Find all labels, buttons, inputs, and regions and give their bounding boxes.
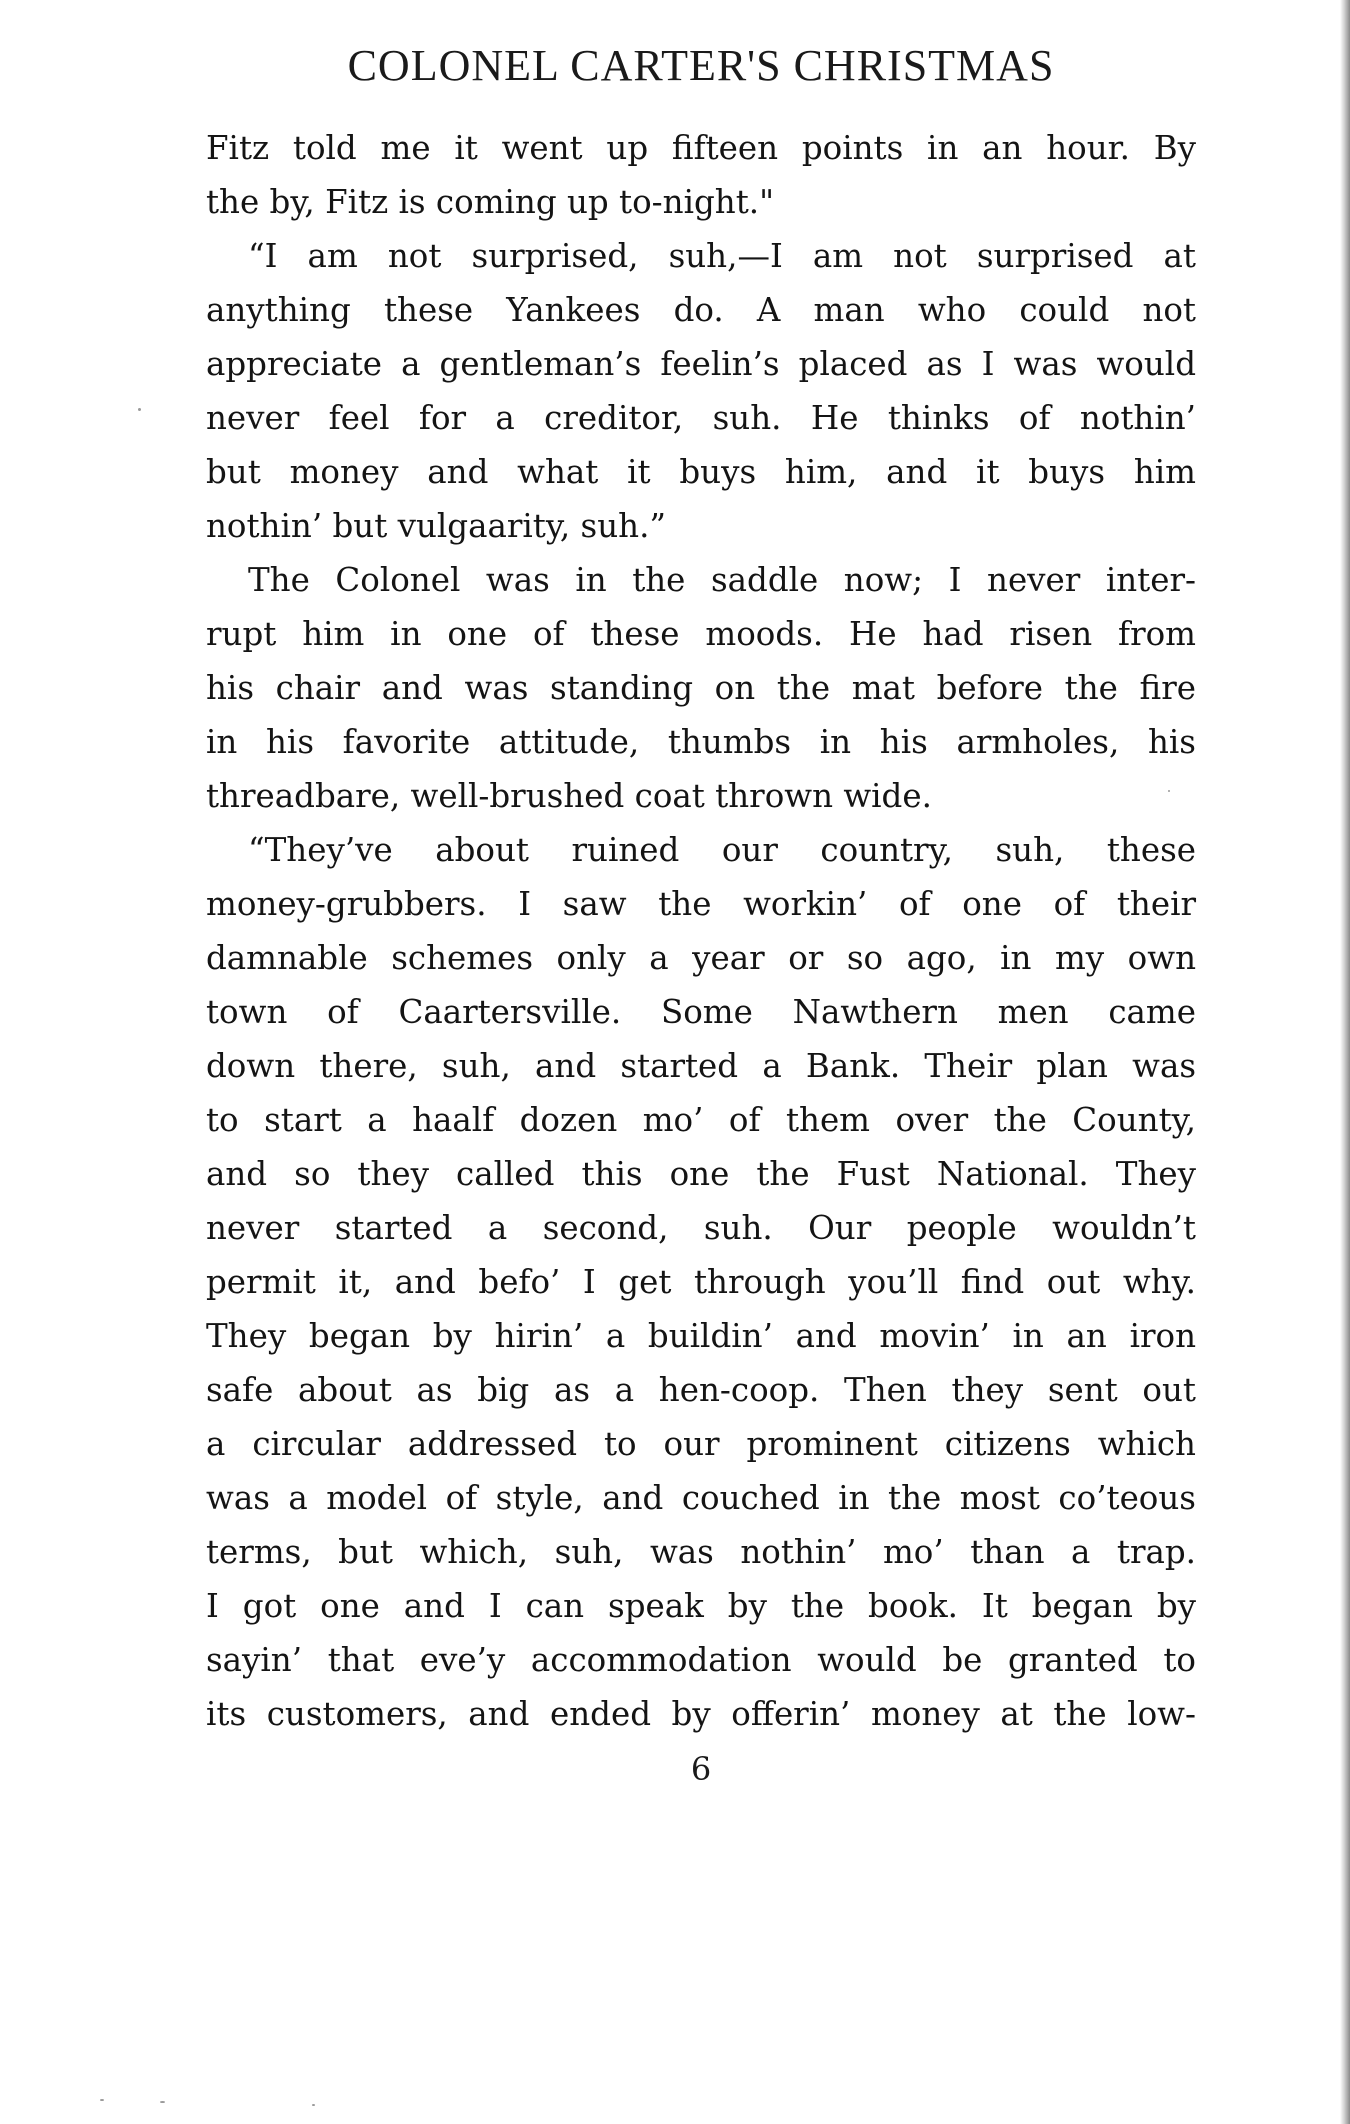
text-line: to start a haalf dozen mo’ of them over the County, xyxy=(206,1101,1196,1139)
text-line: They began by hirin’ a buildin’ and movin’ in an iron xyxy=(206,1317,1196,1355)
text-line: never started a second, suh. Our people wouldn’t xyxy=(206,1209,1196,1247)
text-line: terms, but which, suh, was nothin’ mo’ than a trap. xyxy=(206,1533,1196,1571)
text-line: appreciate a gentleman’s feelin’s placed as I was would xyxy=(206,345,1196,383)
text-line: rupt him in one of these moods. He had risen from xyxy=(206,615,1196,653)
scan-speck xyxy=(1168,790,1170,792)
text-line: I got one and I can speak by the book. It began by xyxy=(206,1587,1196,1625)
text-line: Fitz told me it went up fifteen points in an hour. By xyxy=(206,129,1196,167)
text-line: in his favorite attitude, thumbs in his armholes, his xyxy=(206,723,1196,761)
text-line: “I am not surprised, suh,—I am not surprised at xyxy=(248,237,1196,275)
text-line: down there, suh, and started a Bank. Their plan was xyxy=(206,1047,1196,1085)
text-line: its customers, and ended by offerin’ money at the low- xyxy=(206,1695,1196,1733)
page-number: 6 xyxy=(690,1750,712,1788)
text-line: “They’ve about ruined our country, suh, these xyxy=(248,831,1196,869)
running-head: COLONEL CARTER'S CHRISTMAS xyxy=(347,41,1055,90)
text-line: damnable schemes only a year or so ago, in my own xyxy=(206,939,1196,977)
text-line: but money and what it buys him, and it buys him xyxy=(206,453,1196,491)
text-line: threadbare, well-brushed coat thrown wide. xyxy=(206,777,932,815)
text-line: the by, Fitz is coming up to-night." xyxy=(206,183,775,221)
body-text xyxy=(206,121,1196,1741)
page-edge xyxy=(1340,0,1350,2124)
text-line: sayin’ that eve’y accommodation would be granted to xyxy=(206,1641,1196,1679)
text-line: was a model of style, and couched in the most co’teous xyxy=(206,1479,1196,1517)
scan-speck xyxy=(312,2104,315,2106)
text-line: and so they called this one the Fust National. They xyxy=(206,1155,1196,1193)
text-line: never feel for a creditor, suh. He thinks of nothin’ xyxy=(206,399,1196,437)
scan-speck xyxy=(100,2099,104,2101)
text-line: The Colonel was in the saddle now; I never inter- xyxy=(248,561,1196,599)
text-line: nothin’ but vulgaarity, suh.” xyxy=(206,507,667,545)
text-line: safe about as big as a hen-coop. Then they sent out xyxy=(206,1371,1196,1409)
text-line: his chair and was standing on the mat before the fire xyxy=(206,669,1196,707)
text-line: town of Caartersville. Some Nawthern men came xyxy=(206,993,1196,1031)
text-line: permit it, and befo’ I get through you’ll find out why. xyxy=(206,1263,1196,1301)
scan-speck xyxy=(160,2101,165,2103)
text-line: anything these Yankees do. A man who could not xyxy=(206,291,1196,329)
scan-speck xyxy=(138,408,141,411)
text-line: a circular addressed to our prominent citizens which xyxy=(206,1425,1196,1463)
text-line: money-grubbers. I saw the workin’ of one of their xyxy=(206,885,1196,923)
